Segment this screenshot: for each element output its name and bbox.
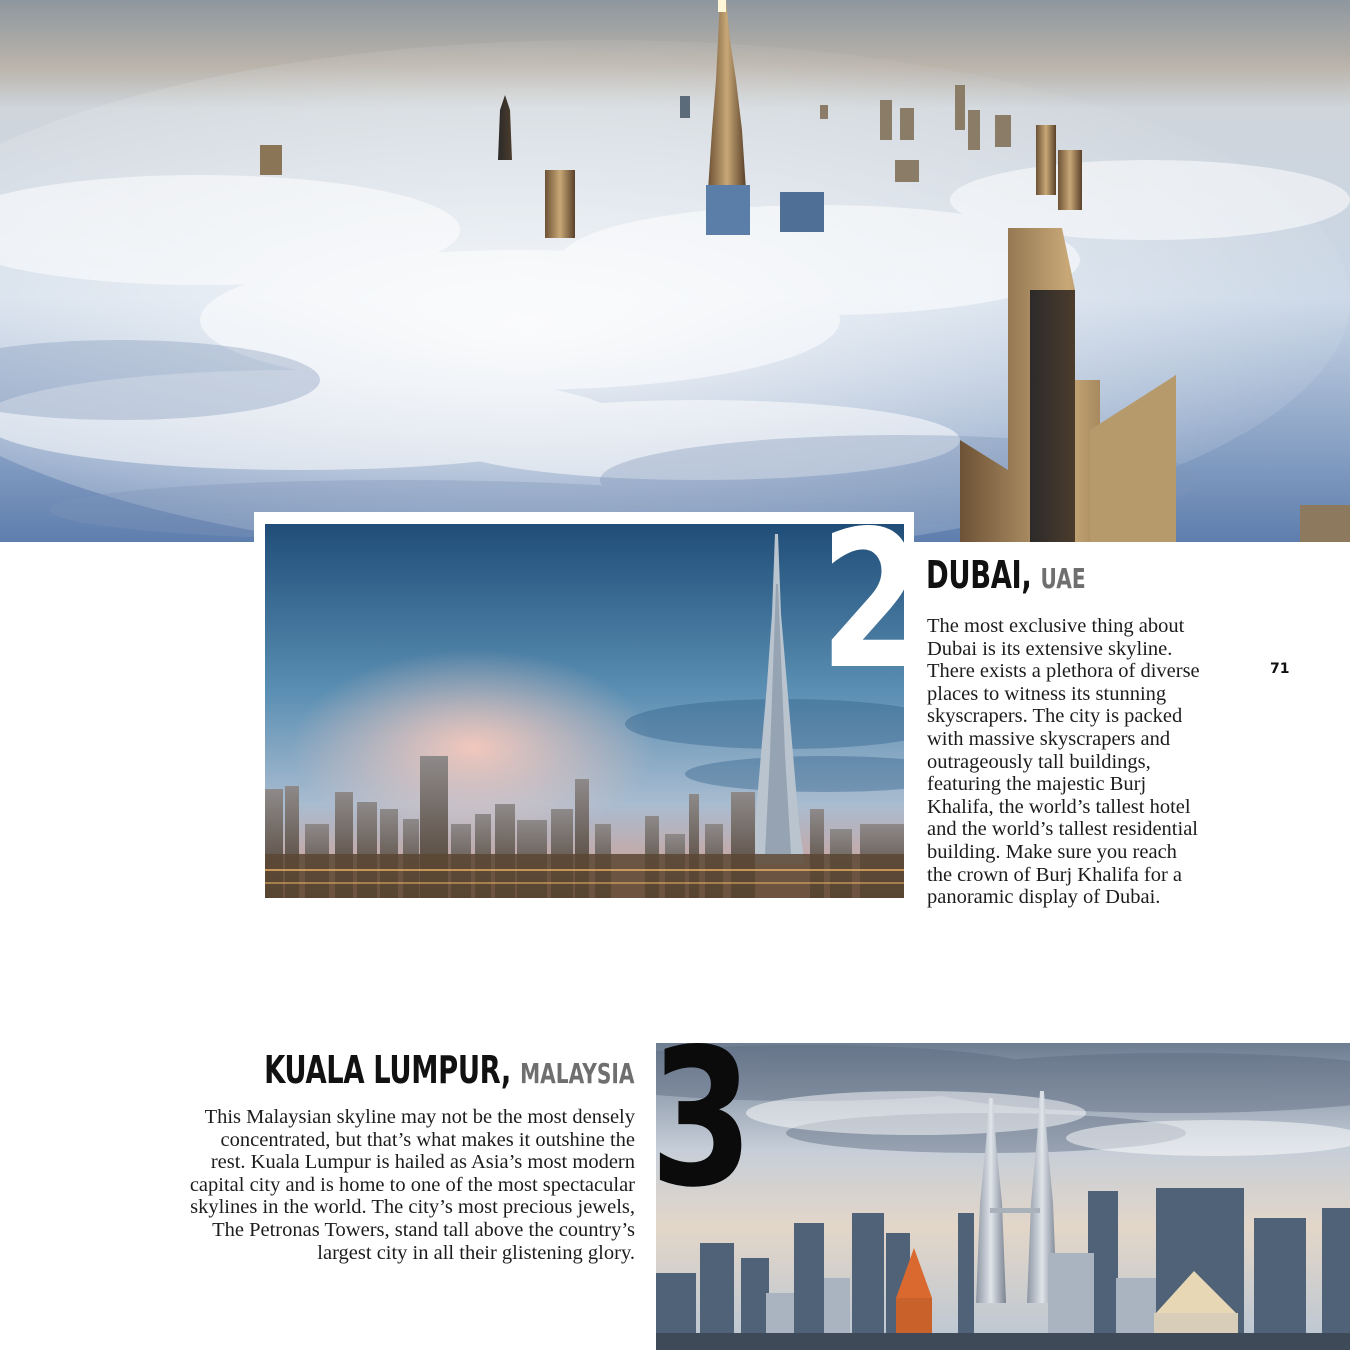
text-line: the crown of Burj Khalifa for a — [927, 863, 1183, 886]
text-line: Dubai is its extensive skyline. — [927, 637, 1173, 660]
text-line: concentrated, but that’s what makes it outshine the — [220, 1128, 635, 1151]
country-name: MALAYSIA — [520, 1057, 635, 1090]
text-line: The most exclusive thing about — [927, 615, 1185, 637]
text-line: panoramic display of Dubai. — [927, 886, 1161, 909]
text-line: capital city and is home to one of the most spectacular — [189, 1173, 635, 1196]
text-line: rest. Kuala Lumpur is hailed as Asia’s most modern — [210, 1151, 635, 1174]
text-line: There exists a plethora of diverse — [927, 660, 1200, 683]
city-name: KUALA LUMPUR, — [264, 1048, 512, 1092]
text-line: building. Make sure you reach — [927, 840, 1177, 863]
text-line: featuring the majestic Burj — [927, 773, 1147, 796]
kuala-lumpur-paragraph — [140, 1106, 635, 1264]
section-number: 3 — [650, 1008, 750, 1229]
text-line: skylines in the world. The city’s most precious jewels, — [190, 1196, 635, 1219]
dubai-skyline-photo — [265, 524, 904, 898]
text-line: skyscrapers. The city is packed — [927, 705, 1183, 728]
country-name: UAE — [1040, 562, 1086, 595]
text-line: Khalifa, the world’s tallest hotel — [927, 795, 1191, 818]
text-line: largest city in all their glistening glory. — [317, 1241, 635, 1264]
text-line: The Petronas Towers, stand tall above the country’s — [212, 1218, 635, 1241]
kuala-lumpur-skyline-photo — [656, 1043, 1350, 1350]
foggy-skyline-photo — [0, 0, 1350, 542]
text-line: outrageously tall buildings, — [927, 750, 1151, 773]
text-line: and the world’s tallest residential — [927, 818, 1198, 841]
section-number: 2 — [820, 490, 920, 711]
text-line: with massive skyscrapers and — [927, 727, 1171, 750]
city-title — [926, 553, 1086, 597]
city-title — [265, 1048, 635, 1092]
text-line: This Malaysian skyline may not be the most densely — [204, 1106, 635, 1128]
text-line: places to witness its stunning — [927, 682, 1167, 705]
city-name: DUBAI, — [926, 553, 1032, 597]
dubai-paragraph — [927, 615, 1247, 909]
page-number: 71 — [1270, 661, 1290, 677]
